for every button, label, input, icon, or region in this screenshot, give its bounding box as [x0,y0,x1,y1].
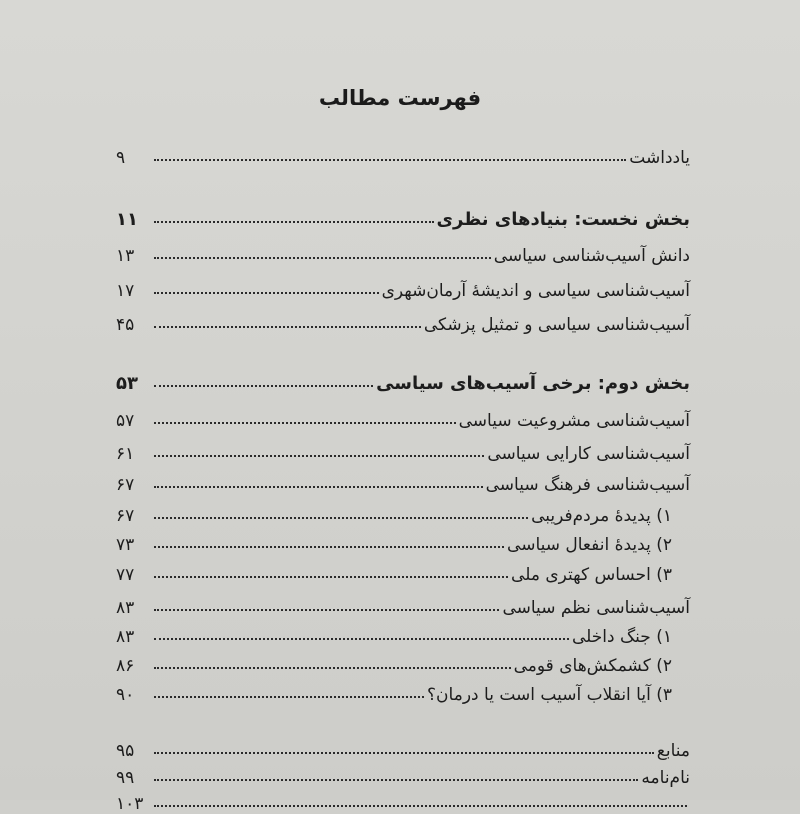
toc-page-number: ۱۷ [116,281,135,301]
toc-entry-label: دانش آسیب‌شناسی سیاسی [493,246,690,266]
toc-page-number: ۸۶ [116,656,135,676]
page-title: فهرست مطالب [318,86,482,110]
toc-entry-references [116,733,690,761]
leader-dots [154,221,434,223]
leader-dots [154,667,511,669]
toc-page-number: ۷۷ [116,565,135,585]
toc-subentry [116,648,672,676]
toc-entry-label: منابع [656,741,690,761]
leader-dots [154,486,483,488]
toc-page-number: ۱۰۳ [116,794,144,814]
leader-dots [154,546,504,548]
leader-dots [154,779,638,781]
toc-page-number: ۴۵ [116,315,135,335]
leader-dots [154,609,499,611]
toc-entry-label: ۱) جنگ داخلی [571,627,672,647]
toc-entry-name-index [116,760,690,788]
toc-subentry [116,677,672,705]
leader-dots [154,326,421,328]
leader-dots [154,422,456,424]
toc-page-number: ۱۳ [116,246,135,266]
toc-subentry [116,527,672,555]
toc-subentry [116,619,672,647]
toc-entry-label: آسیب‌شناسی سیاسی و تمثیل پزشکی [423,315,690,335]
toc-page-number: ۶۷ [116,475,135,495]
toc-entry-label: آسیب‌شناسی مشروعیت سیاسی [458,411,690,431]
toc-entry-label: بخش دوم: برخی آسیب‌های سیاسی [376,373,690,394]
leader-dots [154,455,484,457]
toc-page-number: ۹۵ [116,741,135,761]
toc-entry-label: ۲) پدیدهٔ انفعال سیاسی [507,535,672,555]
toc-entry-label: ۳) آیا انقلاب آسیب است یا درمان؟ [427,685,672,705]
leader-dots [154,752,654,754]
toc-entry-label: نام‌نامه [641,768,690,788]
toc-subentry [116,498,672,526]
toc-entry-label: ۲) کشمکش‌های قومی [513,656,672,676]
toc-entry-label: آسیب‌شناسی کارایی سیاسی [487,444,690,464]
toc-page-number: ۸۳ [116,627,135,647]
leader-dots [154,385,373,387]
toc-subentry [116,557,672,585]
toc-page-number: ۵۷ [116,411,135,431]
toc-entry-note [116,140,690,168]
toc-entry [116,307,690,335]
toc-entry [116,467,690,495]
toc-page-number: ۸۳ [116,598,135,618]
toc-entry-label: یادداشت [629,148,690,168]
toc-entry-label: بخش نخست: بنیادهای نظری [436,209,690,230]
toc-page-number: ۹۰ [116,685,135,705]
toc-entry-part-one [116,202,690,230]
toc-entry-label: ۱) پدیدهٔ مردم‌فریبی [531,506,672,526]
toc-entry-label: آسیب‌شناسی فرهنگ سیاسی [485,475,690,495]
toc-entry [116,436,690,464]
toc-page-number: ۵۳ [116,373,138,394]
toc-entry [116,238,690,266]
toc-page-number: ۹۹ [116,768,135,788]
leader-dots [154,159,626,161]
toc-entry-cut-off [116,786,690,814]
leader-dots [154,805,687,807]
toc-page-number: ۷۳ [116,535,135,555]
leader-dots [154,292,379,294]
leader-dots [154,517,528,519]
toc-page-number: ۶۱ [116,444,135,464]
toc-entry-label: ۳) احساس کهتری ملی [511,565,672,585]
toc-entry [116,403,690,431]
leader-dots [154,576,508,578]
toc-entry [116,273,690,301]
toc-entry-label: آسیب‌شناسی نظم سیاسی [502,598,690,618]
leader-dots [154,696,424,698]
toc-entry-label: آسیب‌شناسی سیاسی و اندیشهٔ آرمان‌شهری [381,281,690,301]
toc-entry-part-two [116,366,690,394]
leader-dots [154,638,569,640]
toc-entry [116,590,690,618]
toc-page-number: ۹ [116,148,126,168]
toc-page-number: ۶۷ [116,506,135,526]
toc-page-number: ۱۱ [116,209,138,230]
leader-dots [154,257,491,259]
